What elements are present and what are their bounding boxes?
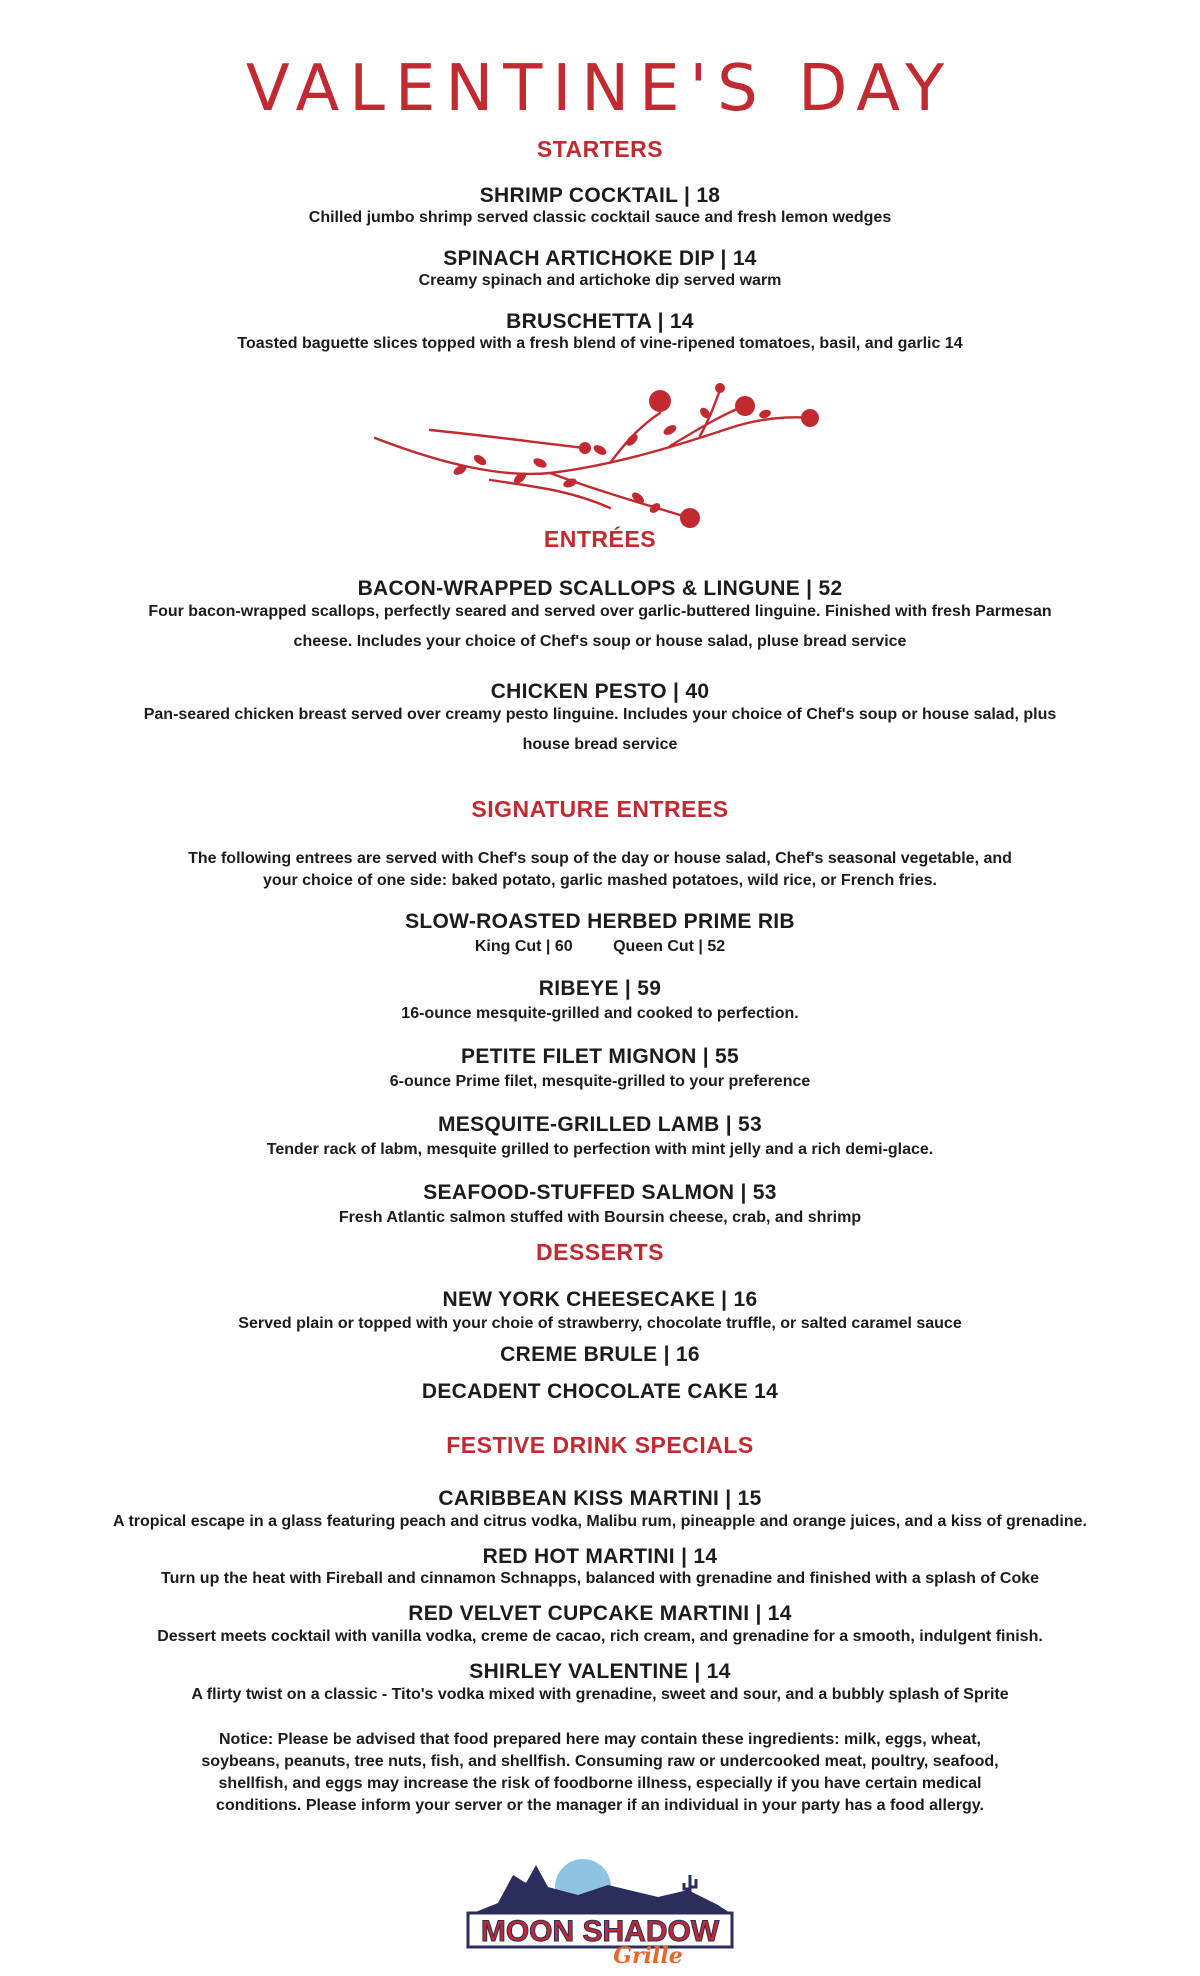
menu-item-description: A flirty twist on a classic - Tito's vodka mixed with grenadine, sweet and sour, and a bubbly splash of Sprite <box>191 1686 1009 1703</box>
section-heading-entrees: ENTRÉES <box>543 526 657 552</box>
menu-item-name: RIBEYE | 59 <box>538 977 662 1000</box>
menu-item-description: Dessert meets cocktail with vanilla vodka, creme de cacao, rich cream, and grenadine for a smooth, indulgent finish. <box>157 1628 1043 1645</box>
menu-item-name: MESQUITE-GRILLED LAMB | 53 <box>437 1113 763 1136</box>
moon-shadow-grille-logo <box>458 1845 742 1965</box>
menu-title: VALENTINE'S DAY <box>245 52 955 126</box>
prime-rib-cuts <box>0 936 1200 958</box>
menu-item-name: SHIRLEY VALENTINE | 14 <box>469 1660 731 1683</box>
allergy-notice-line: shellfish, and eggs may increase the risk of foodborne illness, especially if you have certain medical <box>218 1775 982 1792</box>
menu-item-description: Creamy spinach and artichoke dip served warm <box>418 272 782 289</box>
section-heading-desserts: DESSERTS <box>536 1239 664 1265</box>
menu-item-name: SEAFOOD-STUFFED SALMON | 53 <box>423 1181 777 1204</box>
menu-item-description: house bread service <box>522 736 678 753</box>
menu-item-name: SLOW-ROASTED HERBED PRIME RIB <box>405 910 795 933</box>
section-intro: your choice of one side: baked potato, garlic mashed potatoes, wild rice, or French fries. <box>263 872 937 889</box>
menu-item-name: BRUSCHETTA | 14 <box>506 310 694 333</box>
section-heading-drink-specials: FESTIVE DRINK SPECIALS <box>446 1432 754 1458</box>
menu-item-description: A tropical escape in a glass featuring peach and citrus vodka, Malibu rum, pineapple and orange juices, and a kiss of grenadine. <box>113 1513 1087 1530</box>
menu-item-description: Four bacon-wrapped scallops, perfectly seared and served over garlic-buttered linguine. Finished with fresh Parmesan <box>148 603 1052 620</box>
section-intro: The following entrees are served with Chef's soup of the day or house salad, Chef's seasonal vegetable, and <box>188 850 1012 867</box>
menu-item-description: Toasted baguette slices topped with a fresh blend of vine-ripened tomatoes, basil, and garlic 14 <box>237 335 963 352</box>
menu-item-name: NEW YORK CHEESECAKE | 16 <box>442 1288 758 1311</box>
section-heading-starters: STARTERS <box>536 136 664 162</box>
menu-item-name: CHICKEN PESTO | 40 <box>490 680 710 703</box>
menu-item-description: Served plain or topped with your choie of strawberry, chocolate truffle, or salted caramel sauce <box>238 1315 962 1332</box>
allergy-notice-line: soybeans, peanuts, tree nuts, fish, and shellfish. Consuming raw or undercooked meat, poultry, seafood, <box>201 1753 999 1770</box>
menu-item-description: cheese. Includes your choice of Chef's soup or house salad, pluse bread service <box>293 633 907 650</box>
menu-item-name: CREME BRULE | 16 <box>500 1343 700 1366</box>
king-cut-price: King Cut | 60 <box>474 938 573 955</box>
menu-item-description: Pan-seared chicken breast served over creamy pesto linguine. Includes your choice of Chef's soup or house salad, plus <box>143 706 1057 723</box>
menu-item-description: Turn up the heat with Fireball and cinnamon Schnapps, balanced with grenadine and finished with a splash of Coke <box>160 1570 1040 1587</box>
menu-item-description: Fresh Atlantic salmon stuffed with Boursin cheese, crab, and shrimp <box>338 1209 862 1226</box>
menu-item-description: 6-ounce Prime filet, mesquite-grilled to your preference <box>389 1073 811 1090</box>
menu-item-description: Tender rack of labm, mesquite grilled to perfection with mint jelly and a rich demi-glace. <box>266 1141 934 1158</box>
menu-item-name: BACON-WRAPPED SCALLOPS & LINGUNE | 52 <box>357 577 843 600</box>
menu-item-name: CARIBBEAN KISS MARTINI | 15 <box>438 1487 762 1510</box>
menu-item-name: RED HOT MARTINI | 14 <box>482 1545 718 1568</box>
logo-wordmark: MOON SHADOW <box>480 1915 720 1948</box>
menu-item-name: SPINACH ARTICHOKE DIP | 14 <box>443 247 757 270</box>
section-heading-signature-entrees: SIGNATURE ENTREES <box>471 796 729 822</box>
menu-item-name: RED VELVET CUPCAKE MARTINI | 14 <box>408 1602 792 1625</box>
rose-vine-decoration <box>370 368 820 533</box>
allergy-notice-line: conditions. Please inform your server or the manager if an individual in your party has a food allergy. <box>216 1797 984 1814</box>
menu-item-name: DECADENT CHOCOLATE CAKE 14 <box>421 1380 779 1403</box>
allergy-notice-line: Notice: Please be advised that food prepared here may contain these ingredients: milk, eggs, wheat, <box>219 1731 981 1748</box>
logo-subtitle: Grille <box>613 1943 683 1965</box>
menu-item-name: PETITE FILET MIGNON | 55 <box>461 1045 739 1068</box>
menu-item-name: SHRIMP COCKTAIL | 18 <box>479 184 721 207</box>
queen-cut-price: Queen Cut | 52 <box>613 938 726 955</box>
menu-item-description: Chilled jumbo shrimp served classic cocktail sauce and fresh lemon wedges <box>308 209 892 226</box>
menu-item-description: 16-ounce mesquite-grilled and cooked to perfection. <box>401 1005 799 1022</box>
